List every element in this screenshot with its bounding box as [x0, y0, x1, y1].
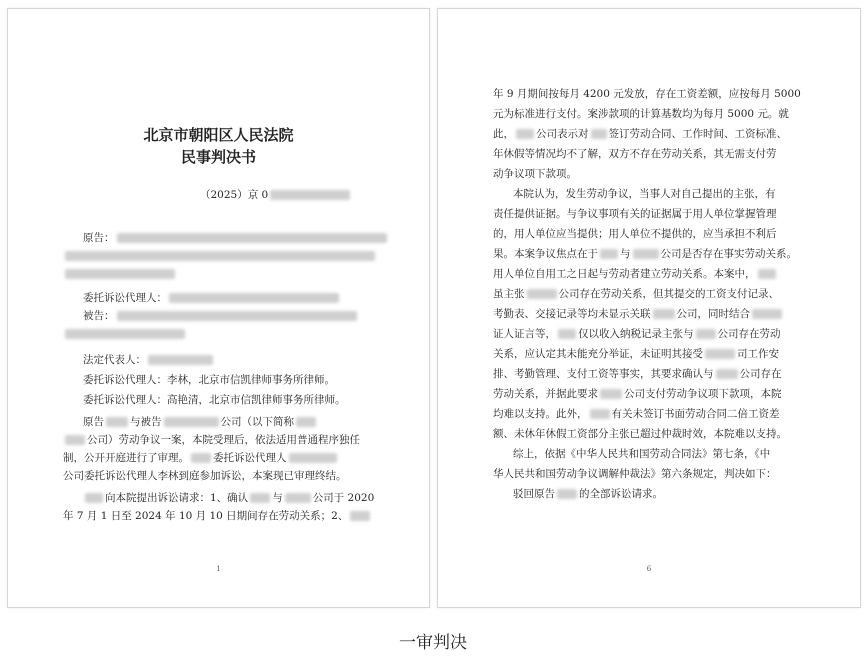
- text-segment: 委托诉讼代理人: [213, 452, 287, 464]
- text-segment: 果。本案争议焦点在于: [493, 248, 598, 260]
- text-line: 华人民共和国劳动争议调解仲裁法》第六条规定，判决如下：: [493, 468, 777, 480]
- page-number: 1: [216, 565, 221, 573]
- redacted: [85, 493, 103, 503]
- text-line: 综上，依据《中华人民共和国劳动合同法》第七条，《中: [513, 448, 771, 460]
- text-line: [493, 127, 787, 141]
- redacted: [633, 249, 659, 259]
- text-line: 年 9 月期间按每月 4200 元发放，存在工资差额，应按每月 5000: [493, 88, 801, 100]
- text-segment: 公司表示对: [536, 128, 589, 140]
- text-segment: 年 7 月 1 日至 2024 年 10 月 10 日期间存在劳动关系；2、: [63, 510, 349, 522]
- plaintiff-label: 原告：: [83, 232, 115, 244]
- text-segment: 此，: [493, 128, 514, 140]
- agent-line-3: 委托诉讼代理人：高艳清，北京市信凯律师事务所律师。: [83, 394, 346, 406]
- redacted-line: [63, 249, 377, 263]
- redacted: [191, 453, 211, 463]
- redacted: [285, 493, 311, 503]
- judgment-page-6: [437, 8, 861, 608]
- text-line: 元为标准进行支付。案涉款项的计算基数均为每月 5000 元。就: [493, 108, 789, 120]
- redacted: [591, 129, 607, 139]
- case-number-text: （2025）京 0: [200, 189, 269, 201]
- text-segment: 公司存在劳动: [717, 328, 781, 340]
- text-segment: 公司于 2020: [312, 492, 375, 504]
- text-line: [493, 307, 784, 321]
- text-segment: 虽主张: [493, 288, 525, 300]
- redacted: [117, 233, 387, 243]
- text-segment: 签订劳动合同、工作时间、工资标准、: [608, 128, 787, 140]
- defendant-line: [83, 309, 359, 323]
- redacted: [696, 329, 716, 339]
- image-caption: 一审判决: [399, 633, 467, 653]
- text-line: [493, 327, 781, 341]
- claim-line-1: [83, 491, 374, 505]
- redacted: [65, 251, 375, 261]
- text-segment: 向本院提出诉讼请求：1、确认: [105, 492, 249, 504]
- redacted: [557, 489, 577, 499]
- case-summary-line-2: [63, 433, 360, 447]
- text-segment: 的全部诉讼请求。: [579, 488, 663, 500]
- text-line: [493, 287, 779, 301]
- agent-line-1: [83, 291, 341, 305]
- text-line: [493, 387, 782, 401]
- redacted: [65, 329, 185, 339]
- text-segment: 驳回原告: [513, 488, 555, 500]
- text-line: [493, 267, 778, 281]
- text-segment: 公司是否存在事实劳动关系。: [660, 248, 797, 260]
- text-segment: 公司存在劳动关系，但其提交的工资支付记录、: [558, 288, 779, 300]
- redacted: [600, 389, 622, 399]
- redacted: [164, 417, 219, 427]
- text-line: 本院认为，发生劳动争议，当事人对自己提出的主张，有: [513, 188, 776, 200]
- redacted: [65, 269, 175, 279]
- redacted: [590, 409, 610, 419]
- agent-line-2: 委托诉讼代理人：李林，北京市信凯律师事务所律师。: [83, 374, 335, 386]
- text-segment: 原告: [83, 416, 104, 428]
- text-segment: 用人单位自用工之日起与劳动者建立劳动关系。本案中，: [493, 268, 756, 280]
- redacted: [65, 435, 85, 445]
- judgment-page-1: [7, 8, 430, 608]
- redacted: [653, 309, 675, 319]
- redacted: [705, 349, 735, 359]
- redacted: [558, 329, 576, 339]
- judgment-line: [513, 487, 663, 501]
- text-line: [493, 247, 797, 261]
- text-line: [493, 407, 780, 421]
- page-number: 6: [646, 565, 652, 573]
- text-segment: 司工作安: [737, 348, 779, 360]
- text-segment: 公司支付劳动争议项下款项，本院: [624, 388, 782, 400]
- text-segment: 有关未签订书面劳动合同二倍工资差: [611, 408, 780, 420]
- case-summary-line-4: 公司委托诉讼代理人李林到庭参加诉讼，本案现已审理终结。: [63, 470, 347, 482]
- court-name: 北京市朝阳区人民法院: [143, 126, 294, 144]
- text-segment: 与被告: [130, 416, 162, 428]
- text-segment: 劳动关系，并据此要求: [493, 388, 598, 400]
- text-segment: 考勤表、交接记录等均未显示关联: [493, 308, 651, 320]
- text-segment: 公司，同时结合: [676, 308, 750, 320]
- case-summary-line-1: [83, 415, 318, 429]
- text-segment: 与: [620, 248, 631, 260]
- text-segment: 排、考勤管理、支付工资等事实，其要求确认与: [493, 368, 714, 380]
- text-segment: 关系，应认定其未能充分举证，未证明其接受: [493, 348, 703, 360]
- claim-line-2: [63, 509, 372, 523]
- redacted: [296, 417, 316, 427]
- legal-rep-label: 法定代表人：: [83, 354, 146, 366]
- text-line: 动争议项下款项。: [493, 168, 577, 180]
- redacted: [600, 249, 618, 259]
- text-line: 责任提供证据。与争议事项有关的证据属于用人单位掌握管理: [493, 208, 777, 220]
- redacted: [758, 269, 776, 279]
- redacted: [516, 129, 534, 139]
- redacted: [250, 493, 270, 503]
- text-line: 额、未休年休假工资部分主张已超过仲裁时效，本院难以支持。: [493, 428, 787, 440]
- text-segment: 证人证言等，: [493, 328, 556, 340]
- redacted: [289, 453, 337, 463]
- legal-rep-line: [83, 353, 215, 367]
- text-segment: 公司（以下简称: [220, 416, 294, 428]
- text-line: 年休假等情况均不了解，双方不存在劳动关系，其无需支付劳: [493, 148, 777, 160]
- agent-label: 委托诉讼代理人：: [83, 292, 167, 304]
- redacted: [148, 355, 213, 365]
- redacted: [270, 190, 350, 200]
- text-line: [493, 367, 782, 381]
- text-segment: 制，公开开庭进行了审理。: [63, 452, 189, 464]
- redacted: [169, 293, 339, 303]
- text-segment: 仅以收入纳税记录主张与: [578, 328, 694, 340]
- text-segment: 公司）劳动争议一案，本院受理后，依法适用普通程序独任: [87, 434, 360, 446]
- text-line: 的，用人单位应当提供；用人单位不提供的，应当承担不利后: [493, 228, 777, 240]
- redacted: [716, 369, 738, 379]
- redacted-line: [63, 327, 187, 341]
- redacted: [527, 289, 557, 299]
- text-segment: 均难以支持。此外，: [493, 408, 588, 420]
- redacted: [350, 511, 370, 521]
- redacted-line: [63, 267, 177, 281]
- redacted: [106, 417, 128, 427]
- text-line: [493, 347, 779, 361]
- plaintiff-line: [83, 231, 389, 245]
- defendant-label: 被告：: [83, 310, 115, 322]
- text-segment: 公司存在: [739, 368, 782, 380]
- redacted: [752, 309, 782, 319]
- case-number: [200, 188, 352, 202]
- case-summary-line-3: [63, 451, 339, 465]
- document-title: 民事判决书: [180, 148, 256, 166]
- text-segment: 与: [272, 492, 283, 504]
- redacted: [117, 311, 357, 321]
